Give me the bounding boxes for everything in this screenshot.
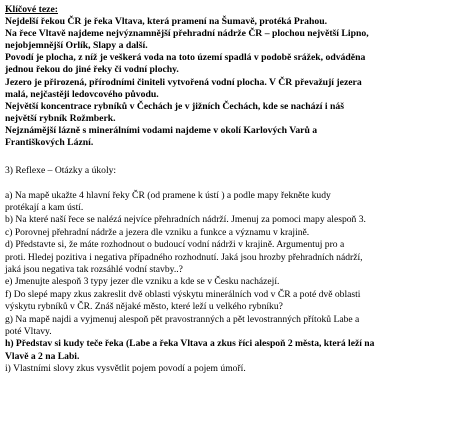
question-line: poté Vltavy. [5, 326, 52, 337]
question-line: jaká jsou negativa tak rozsáhlé vodní stavby..? [5, 263, 183, 275]
thesis-line: Jezero je přirozená, přírodními činiteli vytvořená vodní plocha. V ČR převažují jezera [5, 76, 362, 88]
question-line: e) Jmenujte alespoň 3 typy jezer dle vzniku a kde se v Česku nacházejí. [5, 276, 280, 288]
reflexe-section [5, 165, 451, 376]
question-line: a) Na mapě ukažte 4 hlavní řeky ČR (od pramene k ústí ) a podle mapy řekněte kudy [5, 189, 331, 201]
thesis-line: Františkových Lázní. [5, 137, 94, 149]
question-line: g) Na mapě najdi a vyjmenuj alespoň pět pravostranných a pět levostranných přítoků Labe a [5, 313, 360, 325]
thesis-line: největší rybník Rožmberk. [5, 112, 116, 124]
question-line: Vlavě a 2 na Labi. [5, 350, 80, 362]
question-line: c) Porovnej přehradní nádrže a jezera dle vzniku a funkce a významu v krajině. [5, 226, 310, 238]
thesis-line: Největší koncentrace rybníků v Čechách je v jižních Čechách, kde se nachází i náš [5, 100, 345, 112]
thesis-line: jednou řekou do jiné řeky či vodní plochy. [5, 64, 179, 76]
question-line: výskytu rybníků v ČR. Znáš nějaké město, které leží u velkého rybníku? [5, 301, 283, 313]
key-theses-title: Klíčové teze: [5, 4, 58, 15]
question-line: f) Do slepé mapy zkus zakreslit dvě oblasti výskytu minerálních vod v ČR a poté dvě oblasti [5, 288, 361, 300]
question-line: b) Na které naší řece se nalézá nejvíce přehradních nádrží. Jmenuj za pomoci mapy alespoň 3. [5, 214, 366, 226]
question-line: d) Představte si, že máte rozhodnout o budoucí vodní nádrži v krajině. Argumentuj pro a [5, 239, 345, 251]
key-theses-section [5, 4, 451, 149]
thesis-line: Na řece Vltavě najdeme nejvýznamnější přehradní nádrže ČR – plochou největší Lipno, [5, 28, 369, 40]
thesis-line: malá, nejčastěji ledovcového původu. [5, 88, 159, 100]
thesis-line: Nejdelší řekou ČR je řeka Vltava, která pramení na Šumavě, protéká Prahou. [5, 16, 328, 28]
question-line: h) Představ si kudy teče řeka (Labe a řeka Vltava a zkus říci alespoň 2 města, která leží na [5, 338, 375, 350]
thesis-line: Nejznámější lázně s minerálními vodami najdeme v okolí Karlových Varů a [5, 124, 318, 136]
reflexe-heading: 3) Reflexe – Otázky a úkoly: [5, 165, 117, 177]
thesis-line: nejobjemnější Orlík, Slapy a další. [5, 40, 148, 52]
thesis-line: Povodí je plocha, z níž je veškerá voda na toto území spadlá v podobě srážek, odváděna [5, 52, 366, 64]
question-line: proti. Hledej pozitiva i negativa případného rozhodnutí. Jaká jsou hrozby přehradních nádrží, [5, 251, 363, 263]
question-line: i) Vlastními slovy zkus vysvětlit pojem povodí a pojem úmoří. [5, 363, 246, 375]
question-line: protékají a kam ústí. [5, 201, 84, 213]
